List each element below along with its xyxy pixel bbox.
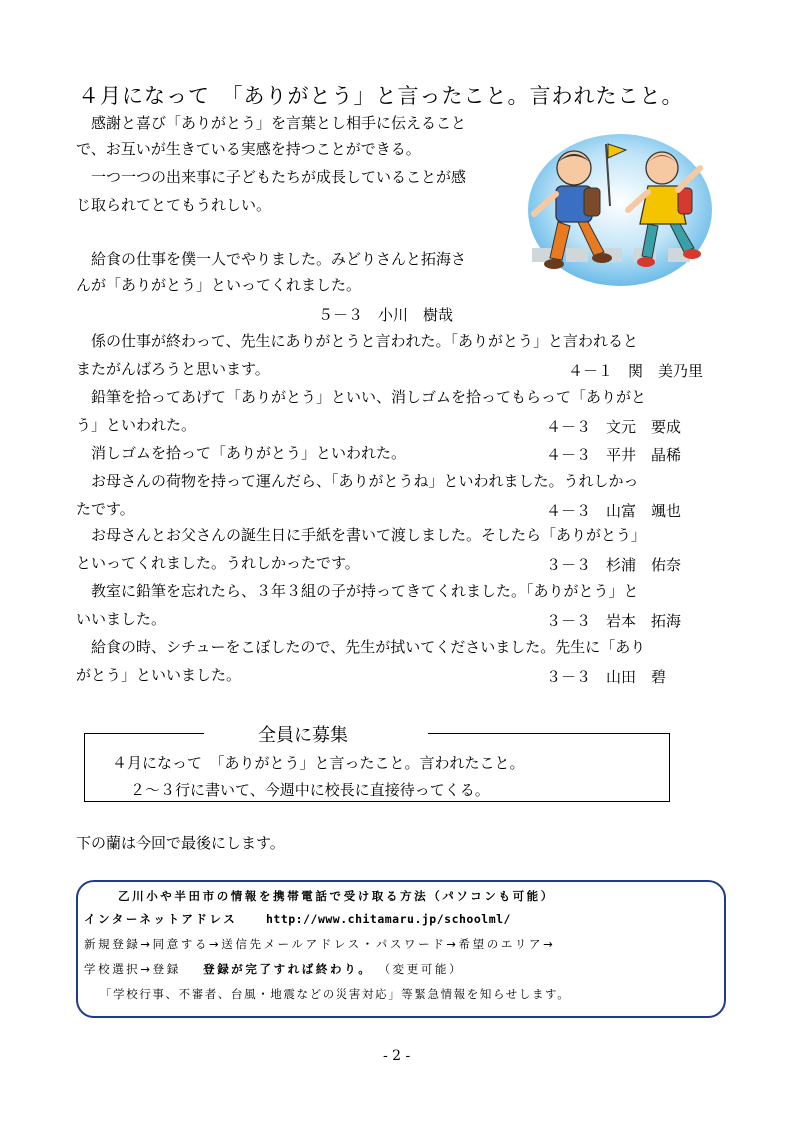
entry-3-line-1: 鉛筆を拾ってあげて「ありがとう」といい、消しゴムを拾ってもらって「ありがと [76, 388, 647, 406]
recruit-line-2: ２～３行に書いて、今週中に校長に直接待ってくる。 [130, 781, 490, 799]
entry-7-author: ３－３ 岩本 拓海 [546, 612, 682, 630]
entry-8-author: ３－３ 山田 碧 [546, 668, 667, 686]
info-line-3: 新規登録→同意する→送信先メールアドレス・パスワード→希望のエリア→ [84, 937, 556, 951]
page-title: ４月になって 「ありがとう」と言ったこと。言われたこと。 [78, 84, 684, 108]
intro-line-2: で、お互いが生きている実感を持つことができる。 [76, 140, 421, 158]
entry-8-line-1: 給食の時、シチューをこぼしたので、先生が拭いてくださいました。先生に「あり [76, 638, 646, 656]
page-number: - 2 - [383, 1048, 411, 1064]
info-line-4-changeable: （変更可能） [378, 962, 464, 976]
info-line-2 [84, 911, 511, 927]
entry-2-line-2: またがんばろうと思います。 [76, 360, 270, 378]
entry-1-line-2: んが「ありがとう」といってくれました。 [76, 276, 362, 294]
intro-line-1: 感謝と喜び「ありがとう」を言葉とし相手に伝えること [76, 114, 467, 132]
recruit-line-1: ４月になって 「ありがとう」と言ったこと。言われたこと。 [112, 754, 525, 772]
intro-line-4: じ取られてとてもうれしい。 [76, 196, 272, 214]
entry-2-line-1: 係の仕事が終わって、先生にありがとうと言われた。「ありがとう」と言われると [76, 332, 639, 350]
entry-1-line-1: 給食の仕事を僕一人でやりました。みどりさんと拓海さ [76, 250, 467, 268]
entry-4-author: ４－３ 平井 晶稀 [546, 446, 682, 464]
entry-5-line-2: たです。 [76, 500, 135, 518]
entry-7-line-2: いいました。 [76, 610, 167, 628]
internet-address-label: インターネットアドレス [84, 912, 238, 926]
entry-6-line-2: といってくれました。うれしかったです。 [76, 554, 360, 572]
info-line-4-complete: 登録が完了すれば終わり。 [203, 962, 373, 976]
entry-8-line-2: がとう」といいました。 [76, 666, 242, 684]
internet-address-url[interactable]: http://www.chitamaru.jp/schoolml/ [265, 912, 511, 926]
entry-6-line-1: お母さんとお父さんの誕生日に手紙を書いて渡しました。そしたら「ありがとう」 [76, 526, 647, 544]
closing-note: 下の蘭は今回で最後にします。 [76, 834, 285, 852]
intro-line-3: 一つ一つの出来事に子どもたちが成長していることが感 [76, 168, 467, 186]
entry-3-author: ４－３ 文元 要成 [546, 418, 682, 436]
entry-7-line-1: 教室に鉛筆を忘れたら、３年３組の子が持ってきてくれました。「ありがとう」と [76, 582, 639, 600]
info-line-1: 乙川小や半田市の情報を携帯電話で受け取る方法（パソコンも可能） [118, 889, 555, 903]
entry-1-author: ５－３ 小川 樹哉 [318, 306, 454, 324]
info-line-4 [84, 961, 463, 977]
children-walking-illustration [522, 128, 718, 294]
entry-5-line-1: お母さんの荷物を持って運んだら、「ありがとうね」といわれました。うれしかっ [76, 472, 639, 490]
recruit-title: 全員に募集 [258, 725, 348, 746]
entry-6-author: ３－３ 杉浦 佑奈 [546, 556, 682, 574]
entry-2-author: ４－１ 関 美乃里 [568, 362, 704, 380]
info-line-5: 「学校行事、不審者、台風・地震などの災害対応」等緊急情報を知らせします。 [100, 987, 571, 1001]
entry-5-author: ４－３ 山富 颯也 [546, 502, 682, 520]
entry-3-line-2: う」といわれた。 [76, 416, 197, 434]
entry-4-line-1: 消しゴムを拾って「ありがとう」といわれた。 [76, 444, 407, 462]
info-line-4-steps: 学校選択→登録 [84, 962, 181, 976]
